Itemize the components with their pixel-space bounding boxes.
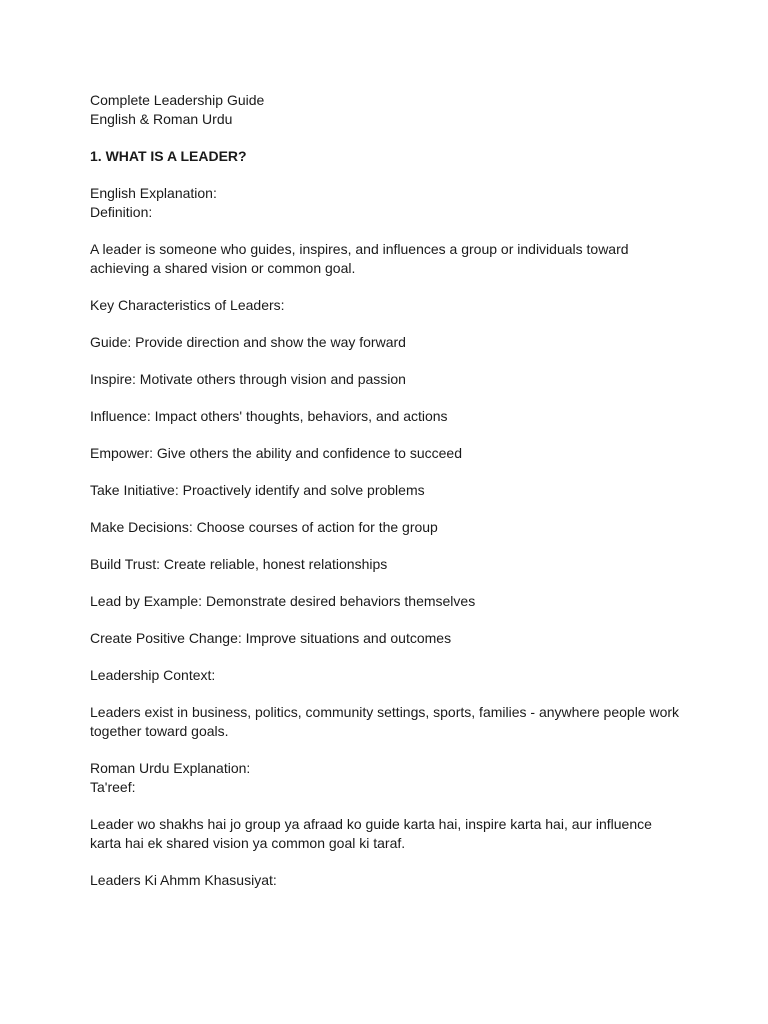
characteristic-item: Take Initiative: Proactively identify and solve problems (90, 482, 425, 498)
document-title: Complete Leadership Guide (90, 92, 265, 108)
document-subtitle: English & Roman Urdu (90, 111, 233, 127)
characteristic-item: Build Trust: Create reliable, honest relationships (90, 556, 388, 572)
context-text-line-2: together toward goals. (90, 723, 229, 739)
english-explanation-label: English Explanation: (90, 185, 217, 201)
definition-label: Definition: (90, 204, 153, 220)
definition-text-line-2: achieving a shared vision or common goal. (90, 260, 356, 276)
urdu-characteristics-label: Leaders Ki Ahmm Khasusiyat: (90, 872, 277, 888)
characteristic-item: Create Positive Change: Improve situations and outcomes (90, 630, 452, 646)
context-text-line-1: Leaders exist in business, politics, community settings, sports, families - anywhere people work (90, 704, 680, 720)
characteristic-item: Lead by Example: Demonstrate desired behaviors themselves (90, 593, 476, 609)
leadership-context-label: Leadership Context: (90, 667, 216, 683)
urdu-definition-line-1: Leader wo shakhs hai jo group ya afraad ko guide karta hai, inspire karta hai, aur influence (90, 816, 652, 832)
characteristic-item: Guide: Provide direction and show the way forward (90, 334, 406, 350)
roman-urdu-explanation-label: Roman Urdu Explanation: (90, 760, 251, 776)
urdu-definition-line-2: karta hai ek shared vision ya common goal ki taraf. (90, 835, 406, 851)
definition-text-line-1: A leader is someone who guides, inspires, and influences a group or individuals toward (90, 241, 629, 257)
characteristic-item: Inspire: Motivate others through vision and passion (90, 371, 406, 387)
section-heading: 1. WHAT IS A LEADER? (90, 148, 247, 164)
key-characteristics-label: Key Characteristics of Leaders: (90, 297, 285, 313)
characteristic-item: Influence: Impact others' thoughts, behaviors, and actions (90, 408, 448, 424)
tareef-label: Ta'reef: (90, 779, 136, 795)
document-content (90, 91, 690, 890)
characteristic-item: Empower: Give others the ability and confidence to succeed (90, 445, 462, 461)
characteristic-item: Make Decisions: Choose courses of action for the group (90, 519, 438, 535)
